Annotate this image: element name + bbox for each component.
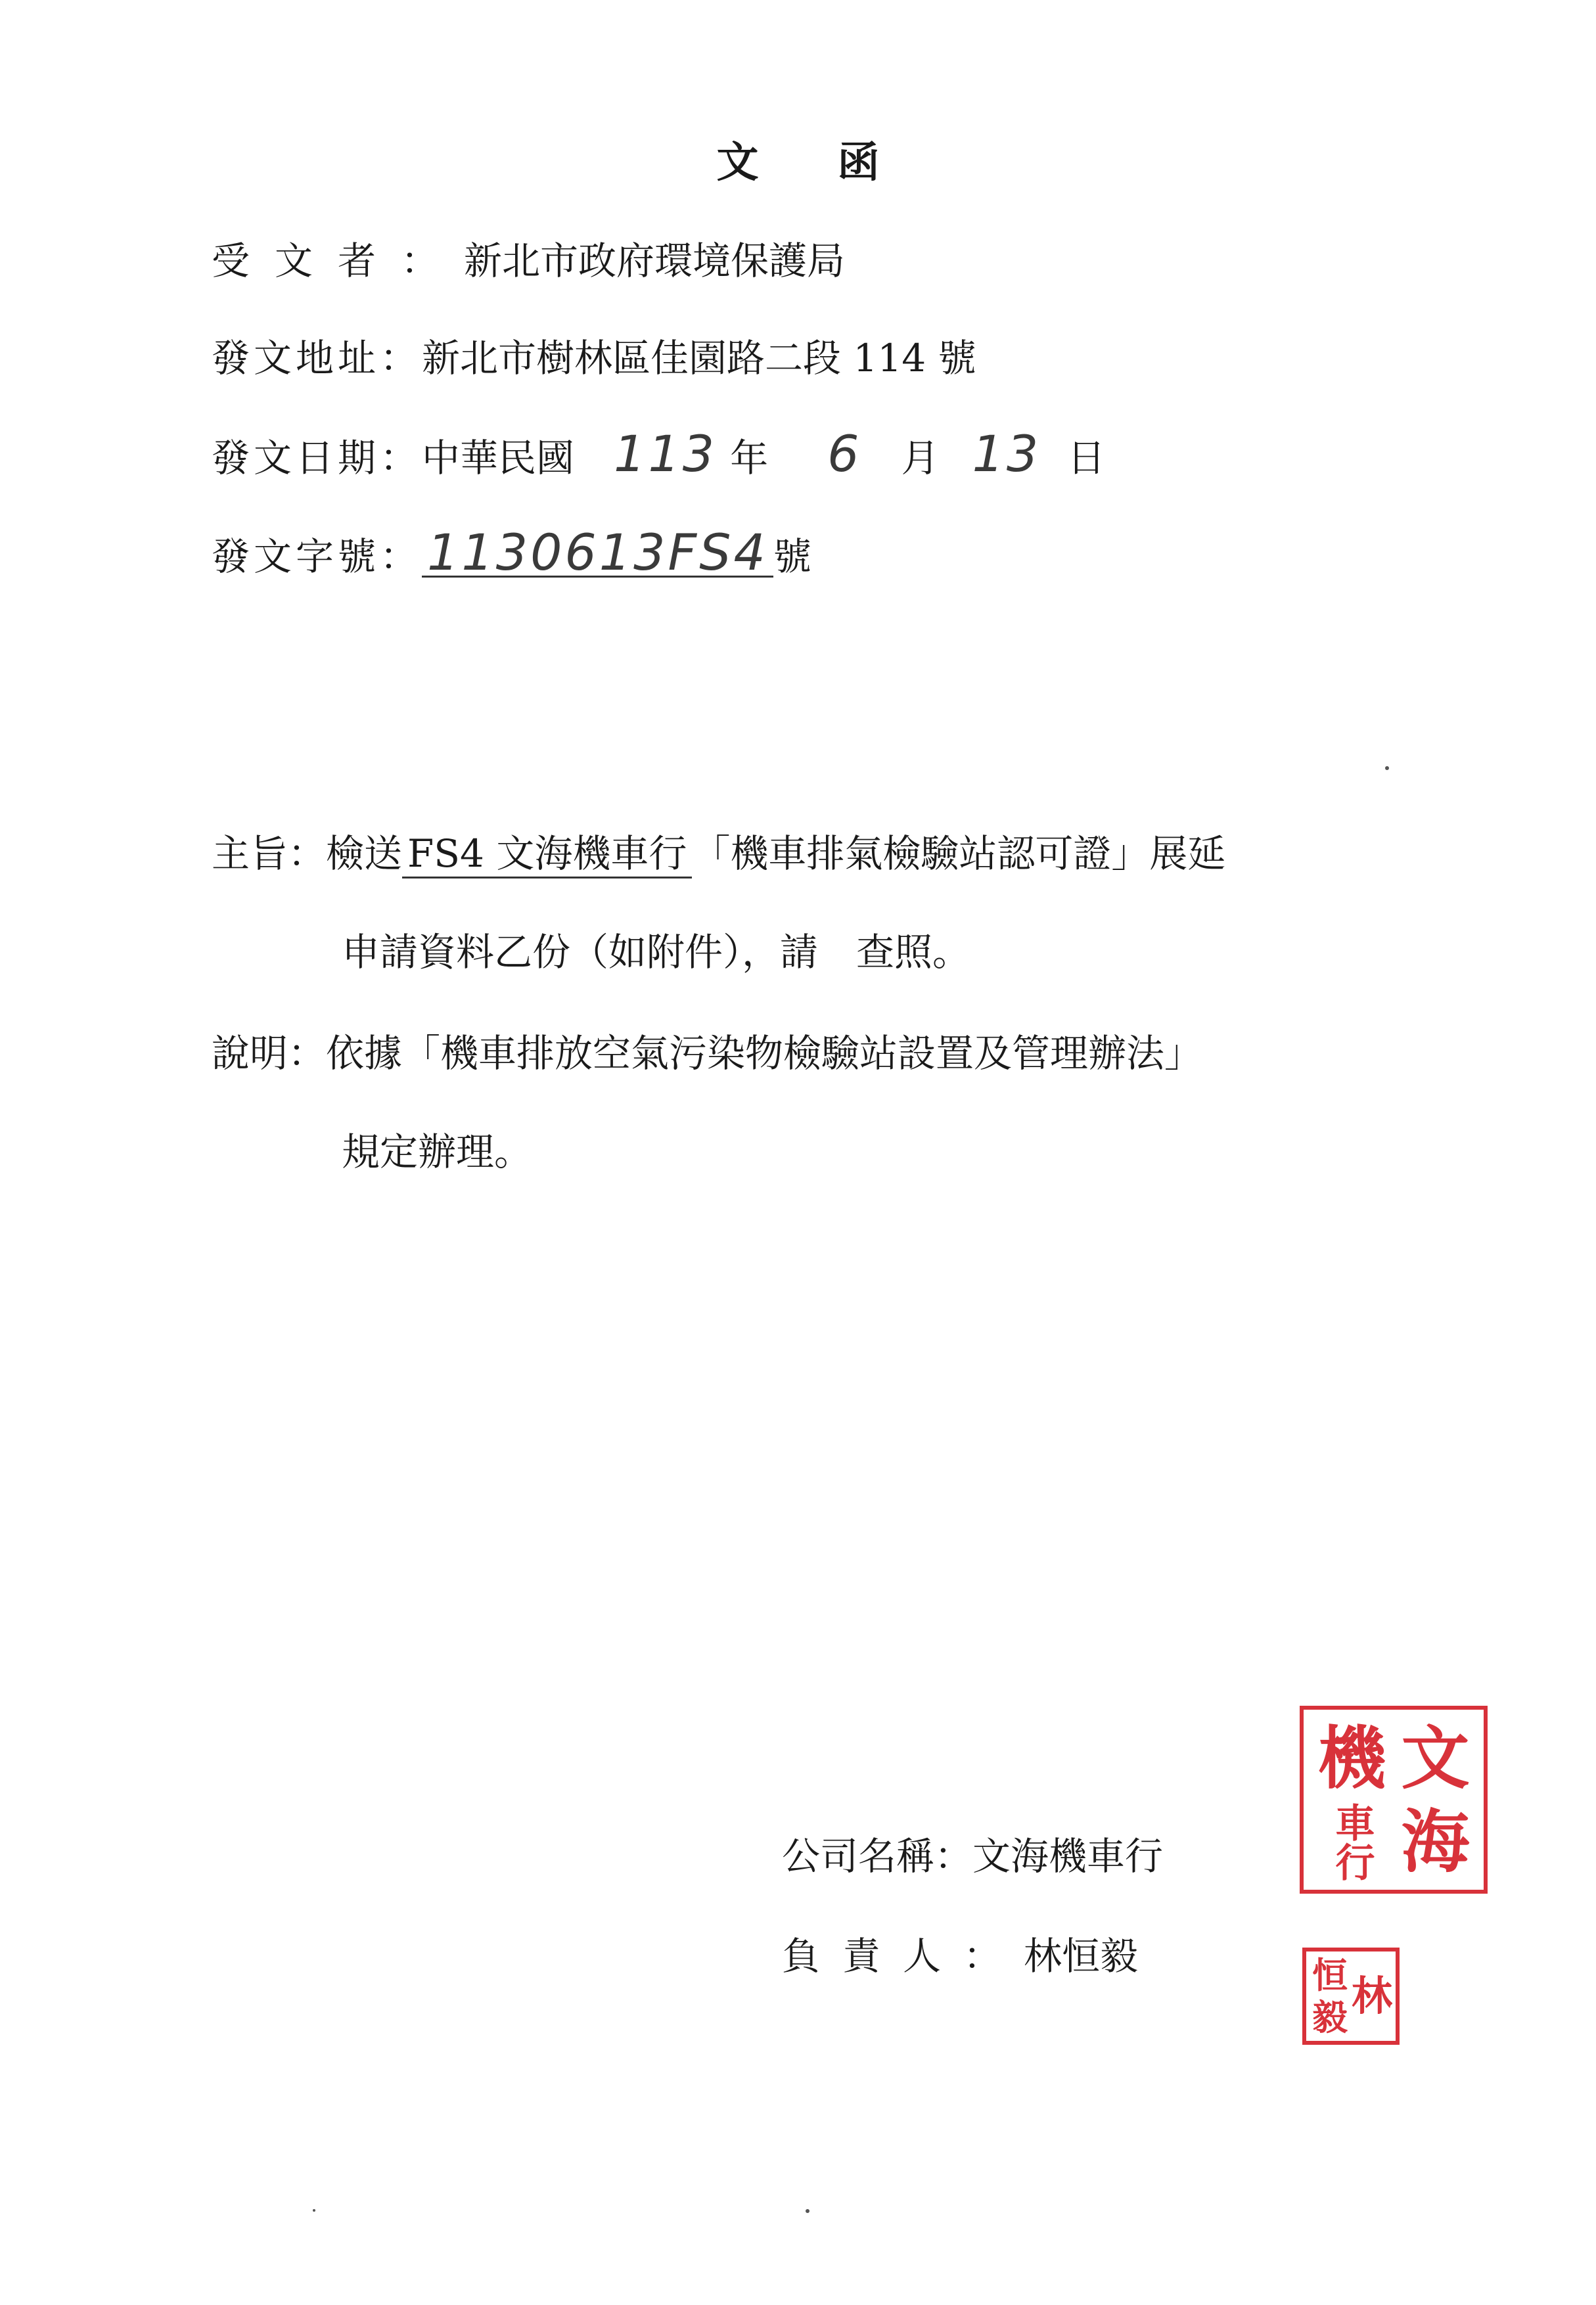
address-label: 發文地址：	[212, 336, 422, 380]
responsible-person-value: 林恒毅	[1024, 1934, 1139, 1978]
personal-seal-char: 毅	[1312, 1996, 1348, 2038]
date-prefix: 中華民國	[422, 436, 575, 480]
subject-paragraph	[212, 831, 1225, 879]
doc-number-label: 發文字號：	[212, 534, 422, 579]
explanation-label: 說明：	[212, 1031, 327, 1076]
scan-speck	[806, 2209, 809, 2213]
subject-line2: 申請資料乙份（如附件），請 查照。	[342, 930, 971, 974]
date-year-unit: 年	[730, 436, 769, 480]
responsible-person-field	[782, 1933, 1138, 1979]
date-field	[212, 424, 1106, 483]
date-year: 113	[614, 424, 718, 483]
date-day: 13	[972, 424, 1041, 483]
date-month-unit: 月	[901, 436, 940, 480]
company-seal-char: 車行	[1329, 1802, 1375, 1881]
company-name-field	[782, 1833, 1163, 1879]
explanation-line1: 依據「機車排放空氣污染物檢驗站設置及管理辦法」	[326, 1031, 1203, 1076]
company-seal-char: 海	[1401, 1800, 1470, 1882]
company-name-value: 文海機車行	[972, 1834, 1164, 1879]
explanation-paragraph	[212, 1030, 1202, 1076]
scan-speck	[313, 2209, 315, 2212]
subject-label: 主旨：	[212, 831, 327, 876]
company-seal-char: 機	[1317, 1717, 1386, 1798]
doc-number-suffix: 號	[773, 534, 811, 579]
explanation-line2: 規定辦理。	[342, 1130, 533, 1174]
scan-speck	[1385, 766, 1389, 770]
date-day-unit: 日	[1067, 436, 1106, 480]
date-label: 發文日期：	[212, 436, 422, 480]
document-title: 文函	[716, 138, 959, 187]
subject-rest: 「機車排氣檢驗站認可證」展延	[692, 831, 1226, 876]
doc-number-value: 1130613FS4	[422, 530, 773, 578]
company-seal-char: 文	[1401, 1717, 1470, 1798]
date-month: 6	[827, 424, 862, 483]
responsible-person-label: 負責人：	[782, 1934, 1024, 1978]
subject-company: FS4 文海機車行	[402, 831, 692, 879]
recipient-field	[212, 238, 845, 284]
personal-seal-stamp	[1302, 1948, 1400, 2045]
company-name-label: 公司名稱：	[782, 1834, 973, 1879]
doc-number-field	[212, 523, 811, 582]
recipient-value: 新北市政府環境保護局	[464, 239, 846, 283]
company-seal-stamp	[1300, 1706, 1488, 1894]
personal-seal-char: 林	[1351, 1972, 1392, 2020]
personal-seal-char: 恒	[1312, 1954, 1348, 1996]
recipient-label: 受文者：	[212, 239, 465, 283]
address-value: 新北市樹林區佳園路二段 114 號	[422, 336, 976, 380]
subject-lead: 檢送	[326, 831, 403, 876]
address-field	[212, 335, 976, 381]
